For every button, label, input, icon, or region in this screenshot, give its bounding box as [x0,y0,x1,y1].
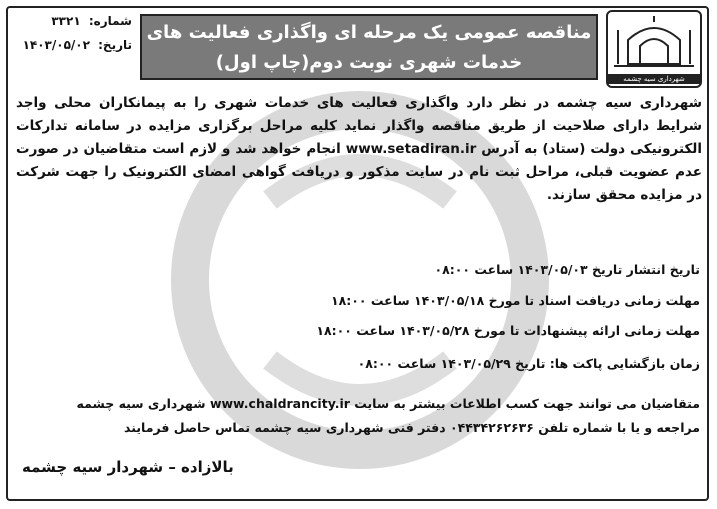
title-line-2: خدمات شهری نوبت دوم(چاپ اول) [215,52,523,73]
paragraph-part-2: انجام خواهد شد و لازم است متقاضیان در صورت عدم عضویت قبلی، مراحل ثبت نام در سایت مذکور و دریافت گواهی امضای الکترونیک را جهت شرکت در مزایده محقق سازند. [16,141,702,203]
number-label: شماره: [88,14,132,28]
logo-caption: شهرداری سیه چشمه [608,74,700,84]
title-banner [140,14,598,80]
contact-text-2: شهرداری سیه چشمه [76,396,206,411]
main-paragraph [16,92,702,207]
mosque-icon [608,12,700,72]
municipality-logo [606,10,702,88]
submit-offers-deadline-row: مهلت زمانی ارائه پیشنهادات تا مورخ ۱۴۰۳/۰۵/۲۸ ساعت ۱۸:۰۰ [316,323,700,338]
publish-date-row: تاریخ انتشار تاریخ ۱۴۰۳/۰۵/۰۳ ساعت ۰۸:۰۰ [434,262,700,277]
contact-line-1 [16,396,700,411]
number-value: ۳۳۲۱ [51,14,81,28]
paragraph-part-1: شهرداری سیه چشمه در نظر دارد واگذاری فعالیت های خدمات شهری را به پیمانکاران محلی واجد شرایط دارای صلاحیت از طریق مناقصه واگذار نماید کلیه مراحل برگزاری مزایده در سامانه تدارکات الکترونیکی دولت (ستاد) به آدرس [16,95,702,157]
date-value: ۱۴۰۳/۰۵/۰۲ [22,38,90,52]
contact-line-2: مراجعه و یا با شماره تلفن ۰۴۴۳۴۲۶۲۶۳۶ دفتر فنی شهرداری سیه چشمه تماس حاصل فرمایند [124,420,700,435]
notice-number [14,14,132,28]
date-label: تاریخ: [98,38,132,52]
receive-docs-deadline-row: مهلت زمانی دریافت اسناد تا مورخ ۱۴۰۳/۰۵/۱۸ ساعت ۱۸:۰۰ [331,293,700,308]
setadiran-link[interactable]: www.setadiran.ir [345,141,477,157]
title-line-1: مناقصه عمومی یک مرحله ای واگذاری فعالیت های [146,22,592,43]
contact-text-1: متقاضیان می توانند جهت کسب اطلاعات بیشتر به سایت [354,396,700,411]
notice-date [14,38,132,52]
chaldrancity-link[interactable]: www.chaldrancity.ir [209,396,350,411]
open-envelopes-row: زمان بازگشایی پاکت ها: تاریخ ۱۴۰۳/۰۵/۲۹ ساعت ۰۸:۰۰ [357,356,700,371]
mayor-signature: بالازاده – شهردار سیه چشمه [22,458,234,476]
